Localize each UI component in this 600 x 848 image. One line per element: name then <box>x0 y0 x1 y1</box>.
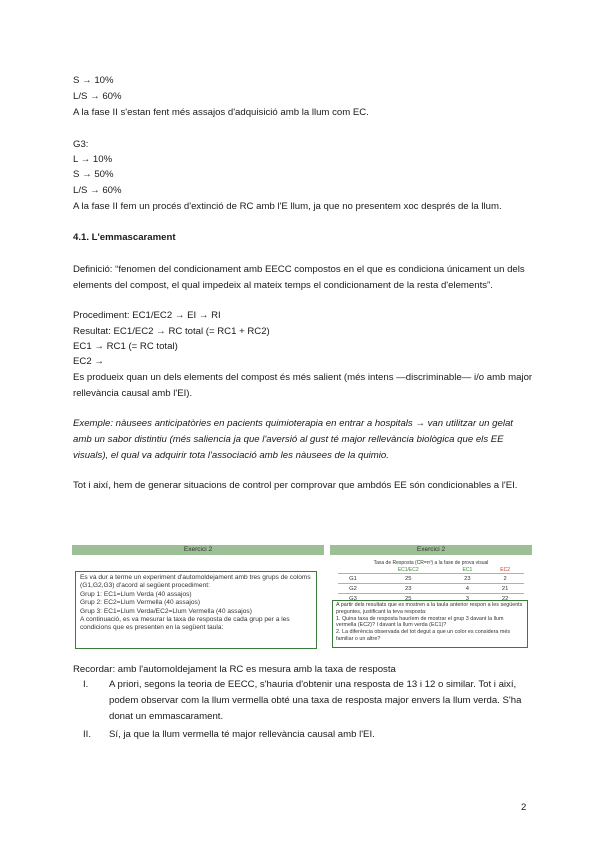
page-number: 2 <box>521 802 527 813</box>
table-header: EC1 <box>462 566 473 573</box>
table-cell: 25 <box>368 594 449 604</box>
answer-text: A priori, segons la teoria de EECC, s'hauria d'obtenir una resposta de 13 i 12 o similar. Tot i així, podem observar com la llum vermella obté una taxa de resposta major envers la llum verda. S'ha donat un emmascarament. <box>109 679 522 722</box>
remember-intro: Recordar: amb l'automoldejament la RC es mesura amb la taxa de resposta <box>73 664 396 675</box>
table-row <box>338 584 524 594</box>
exercise-right-title: Exercici 2 <box>330 545 532 555</box>
procedure-line: Procediment: EC1/EC2 → EI → RI <box>73 310 221 321</box>
exercise-left-box <box>75 571 317 649</box>
ec1-line: EC1 → RC1 (= RC total) <box>73 341 178 352</box>
g3-s-line: S → 50% <box>73 169 114 180</box>
table-cell: 22 <box>486 594 524 604</box>
table-cell: G2 <box>338 584 368 594</box>
exercise-left-title: Exercici 2 <box>72 545 324 555</box>
exercise-2-statement-image <box>72 545 324 651</box>
table-cell: 23 <box>368 584 449 594</box>
control-paragraph: Tot i així, hem de generar situacions de control per comprovar que ambdós EE són condicionables a l'EI. <box>73 480 518 491</box>
exercise-left-g1: Grup 1: EC1=Llum Verda (40 assajos) <box>80 590 192 598</box>
table-header <box>338 566 368 574</box>
table-header: EC2 <box>500 566 510 573</box>
definition-paragraph: Definició: “fenomen del condicionament amb EECC compostos en el que es condiciona únicament un dels elements del compost, el qual impedeix al mateix temps el condicionament de la resta d'elements”. <box>73 264 525 291</box>
exercise-left-end: A continuació, es va mesurar la taxa de resposta de cada grup per a les condicions que es presenten en la següent taula: <box>80 616 290 632</box>
question-2: 2. La diferència observada del tot degut a que un color es considera més familiar o un altre? <box>336 629 511 642</box>
table-cell: G3 <box>338 594 368 604</box>
answer-text: Sí, ja que la llum vermella té major rellevància causal amb l'EI. <box>109 729 375 740</box>
table-row <box>338 574 524 584</box>
exercise-left-g3: Grup 3: EC1=Llum Verda/EC2=Llum Vermella (40 assajos) <box>80 607 252 615</box>
g3-l-line: L → 10% <box>73 154 113 165</box>
exercise-2-table-image <box>330 545 532 651</box>
ec2-line: EC2 → <box>73 356 104 367</box>
table-cell: 4 <box>449 584 487 594</box>
question-1: 1. Quina taxa de resposta hauríem de mostrar el grup 3 davant la llum vermella (EC2)? I davant la llum verda (EC1)? <box>336 615 504 629</box>
table-cell: 23 <box>449 574 487 584</box>
example-paragraph: Exemple: nàusees anticipatòries en pacients quimioterapia en entrar a hospitals → van utilitzar un gelat amb un sabor distintiu (més saliencia ja que l'aversió al gust té major rellevància biològica que els EE visuals), el qual va adquirir tota l'associació amb les nàusees de la quimio. <box>73 418 513 461</box>
g3-note: A la fase II fem un procés d'extinció de RC amb l'E llum, ja que no presentem xoc després de la llum. <box>73 201 502 212</box>
section-heading: 4.1. L'emmascarament <box>73 232 176 243</box>
exercise-left-intro: Es va dur a terme un experiment d'automoldejament amb tres grups de coloms (G1,G2,G3) d'acord al següent procediment: <box>80 574 311 590</box>
exercise-right-questions <box>332 600 528 648</box>
table-cell: 25 <box>368 574 449 584</box>
questions-intro: A partir dels resultats que es mostren a la taula anterior respon a les següents preguntes, justificant la teva resposta: <box>336 602 523 615</box>
g2-s-line: S → 10% <box>73 75 114 86</box>
table-cell: 2 <box>486 574 524 584</box>
table-caption: Taxa de Resposta (CR=nº) a la fase de prova visual <box>373 559 489 566</box>
response-rate-table <box>338 559 524 603</box>
produced-paragraph: Es produeix quan un dels elements del compost és més salient (més intens —discriminable— i/o amb major rellevància causal amb l'EI). <box>73 372 533 399</box>
answer-number: I. <box>83 679 89 690</box>
exercise-left-g2: Grup 2: EC2=Llum Vermella (40 assajos) <box>80 599 201 607</box>
g3-title: G3: <box>73 139 89 150</box>
g2-ls-line: L/S → 60% <box>73 91 122 102</box>
g2-note: A la fase II s'estan fent més assajos d'adquisició amb la llum com EC. <box>73 107 369 118</box>
g3-ls-line: L/S → 60% <box>73 185 122 196</box>
result-line: Resultat: EC1/EC2 → RC total (= RC1 + RC2) <box>73 326 270 337</box>
answer-number: II. <box>83 729 91 740</box>
table-header: EC1/EC2 <box>397 566 419 573</box>
table-cell: 21 <box>486 584 524 594</box>
table-cell: G1 <box>338 574 368 584</box>
table-cell: 3 <box>449 594 487 604</box>
